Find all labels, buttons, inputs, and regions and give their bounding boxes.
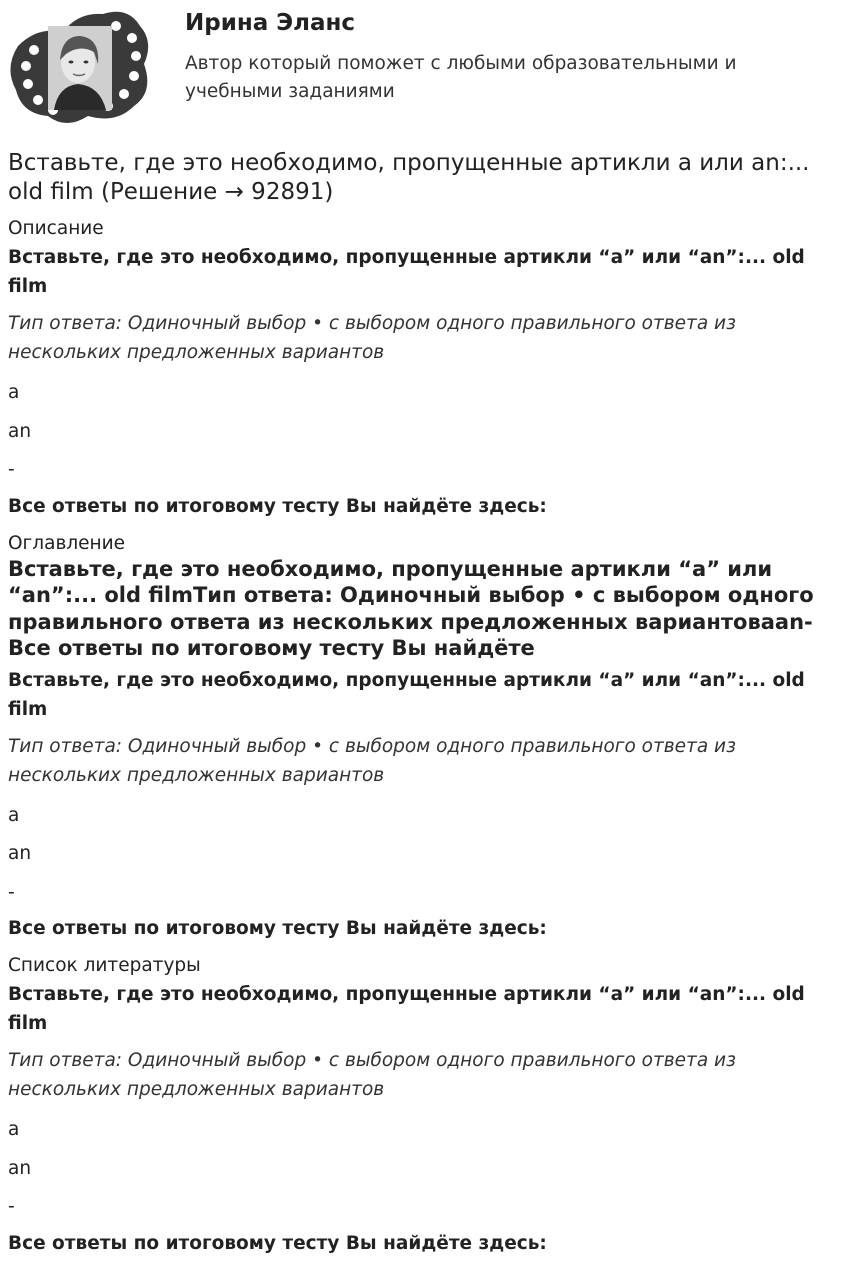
option-none: - bbox=[8, 881, 15, 903]
page-title: Вставьте, где это необходимо, пропущенные артикли a или an:... old film (Решение → 92891) bbox=[8, 150, 810, 205]
option-none: - bbox=[8, 459, 15, 480]
question-text: Вставьте, где это необходимо, пропущенные артикли “a” или “an”:... old film bbox=[8, 984, 805, 1034]
description-section bbox=[8, 217, 838, 521]
all-answers-text: Все ответы по итоговому тесту Вы найдёте здесь: bbox=[8, 918, 547, 939]
option-an: an bbox=[8, 420, 32, 442]
author-name: Ирина Эланс bbox=[185, 10, 356, 36]
toc-section bbox=[8, 532, 838, 944]
all-answers-text: Все ответы по итоговому тесту Вы найдёте здесь: bbox=[8, 1232, 547, 1254]
option-a: a bbox=[8, 804, 20, 826]
option-an: an bbox=[8, 1157, 32, 1179]
question-text: Вставьте, где это необходимо, пропущенные артикли “a” или “an”:... old film bbox=[8, 669, 805, 720]
section-label-description: Описание bbox=[8, 218, 104, 239]
answer-type: Тип ответа: Одиночный выбор • с выбором одного правильного ответа из нескольких предложенных вариантов bbox=[8, 735, 736, 786]
answer-type: Тип ответа: Одиночный выбор • с выбором одного правильного ответа из нескольких предложенных вариантов bbox=[8, 313, 736, 363]
literature-section bbox=[8, 954, 838, 1258]
author-card bbox=[8, 8, 838, 128]
option-none: - bbox=[8, 1196, 15, 1217]
question-text: Вставьте, где это необходимо, пропущенные артикли “a” или “an”:... old film bbox=[8, 247, 805, 297]
content bbox=[8, 217, 838, 1258]
toc-heading[interactable]: Вставьте, где это необходимо, пропущенные артикли “a” или “an”:... old filmТип ответа: Одиночный выбор • с выбором одного правильного ответа из нескольких предложенных вариантоваan-Все ответы по итоговому тесту Вы найдёте bbox=[8, 556, 814, 660]
answer-type: Тип ответа: Одиночный выбор • с выбором одного правильного ответа из нескольких предложенных вариантов bbox=[8, 1050, 736, 1100]
section-label-literature: Список литературы bbox=[8, 955, 201, 976]
section-label-toc: Оглавление bbox=[8, 532, 126, 554]
author-description: Автор который поможет с любыми образовательными и учебными заданиями bbox=[185, 53, 737, 102]
option-an: an bbox=[8, 843, 32, 864]
option-a: a bbox=[8, 382, 20, 403]
film-reel-portrait-icon bbox=[8, 8, 150, 126]
all-answers-text: Все ответы по итоговому тесту Вы найдёте здесь: bbox=[8, 495, 547, 517]
option-a: a bbox=[8, 1119, 20, 1140]
